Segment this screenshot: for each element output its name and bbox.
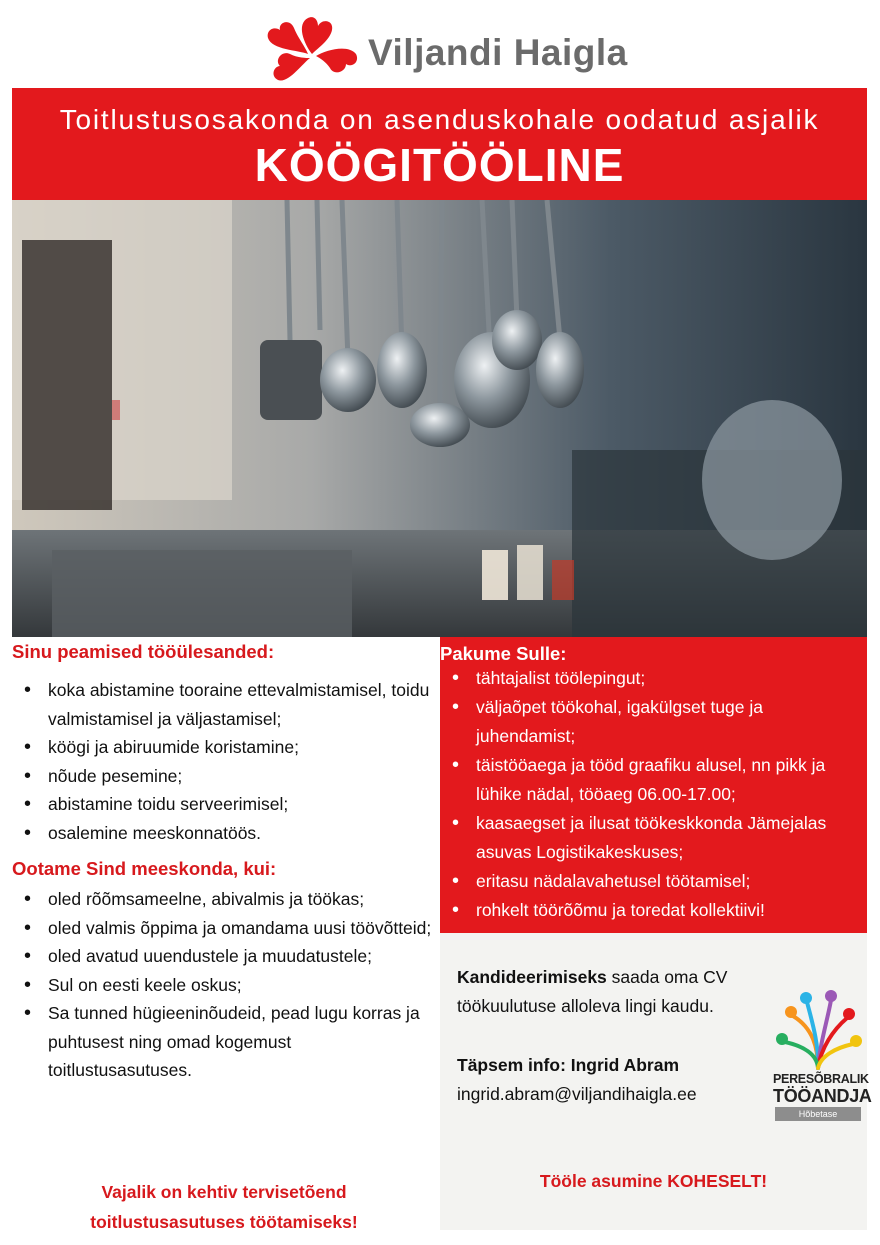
list-item: • Sul on eesti keele oskus;: [12, 971, 436, 1000]
contact-info: [457, 1051, 697, 1109]
list-item: • oled avatud uuendustele ja muudatustele;: [12, 942, 436, 971]
list-item: • köögi ja abiruumide koristamine;: [12, 733, 436, 762]
people-tree-icon: [773, 988, 863, 1072]
family-friendly-badge: [773, 988, 872, 1122]
badge-level: Hõbetase: [775, 1107, 861, 1121]
note-line-2: toitlustusasutuses töötamiseks!: [90, 1212, 358, 1232]
apply-text: [457, 963, 767, 1021]
title-banner: [12, 88, 867, 200]
banner-subtitle: Toitlustusosakonda on asenduskohale oodatud asjalik: [59, 104, 820, 135]
list-item: • tähtajalist töölepingut;: [440, 664, 867, 693]
note-line-1: Vajalik on kehtiv tervisetõend: [101, 1182, 347, 1202]
contact-email[interactable]: ingrid.abram@viljandihaigla.ee: [457, 1084, 697, 1104]
duties-list: [12, 676, 436, 847]
list-item: • abistamine toidu serveerimisel;: [12, 790, 436, 819]
list-item: • Sa tunned hügieeninõudeid, pead lugu korras ja puhtusest ning omad kogemust toitlustusasutuses.: [12, 999, 436, 1085]
list-item: • eritasu nädalavahetusel töötamisel;: [440, 867, 867, 896]
expect-heading: Ootame Sind meeskonda, kui:: [12, 858, 277, 879]
start-notice: Tööle asumine KOHESELT!: [539, 1171, 768, 1191]
brand-name: Viljandi Haigla: [368, 32, 628, 73]
apply-rest: saada oma CV töökuulutuse alloleva lingi kaudu.: [457, 967, 728, 1016]
job-title: KÖÖGITÖÖLINE: [254, 139, 625, 191]
list-item: • oled valmis õppima ja omandama uusi töövõtteid;: [12, 914, 436, 943]
contact-label: Täpsem info: Ingrid Abram: [457, 1055, 680, 1075]
list-item: • koka abistamine tooraine ettevalmistamisel, toidu valmistamisel ja väljastamisel;: [12, 676, 436, 733]
list-item: • nõude pesemine;: [12, 762, 436, 791]
list-item: • väljaõpet töökohal, igakülgset tuge ja juhendamist;: [440, 693, 867, 751]
badge-line-1: PERESÕBRALIK: [773, 1072, 869, 1086]
list-item: • osalemine meeskonnatöös.: [12, 819, 436, 848]
list-item: • kaasaegset ja ilusat töökeskkonda Jämejalas asuvas Logistikakeskuses;: [440, 809, 867, 867]
logo: [262, 14, 628, 88]
offer-list: [440, 664, 867, 925]
badge-line-2: TÖÖANDJA: [773, 1086, 872, 1106]
offer-panel: [440, 637, 867, 933]
left-column: [12, 640, 436, 1085]
duties-heading: Sinu peamised tööülesanded:: [12, 641, 275, 662]
offer-heading: Pakume Sulle:: [440, 643, 567, 664]
kitchen-photo: [12, 200, 867, 637]
list-item: • oled rõõmsameelne, abivalmis ja töökas;: [12, 885, 436, 914]
list-item: • rohkelt töörõõmu ja toredat kollektiivi!: [440, 896, 867, 925]
list-item: • täistööaega ja tööd graafiku alusel, nn pikk ja lühike nädal, tööaeg 06.00-17.00;: [440, 751, 867, 809]
expect-list: [12, 885, 436, 1085]
health-certificate-note: [14, 1177, 434, 1237]
clover-logo-icon: [262, 14, 362, 88]
apply-bold: Kandideerimiseks: [457, 967, 607, 987]
